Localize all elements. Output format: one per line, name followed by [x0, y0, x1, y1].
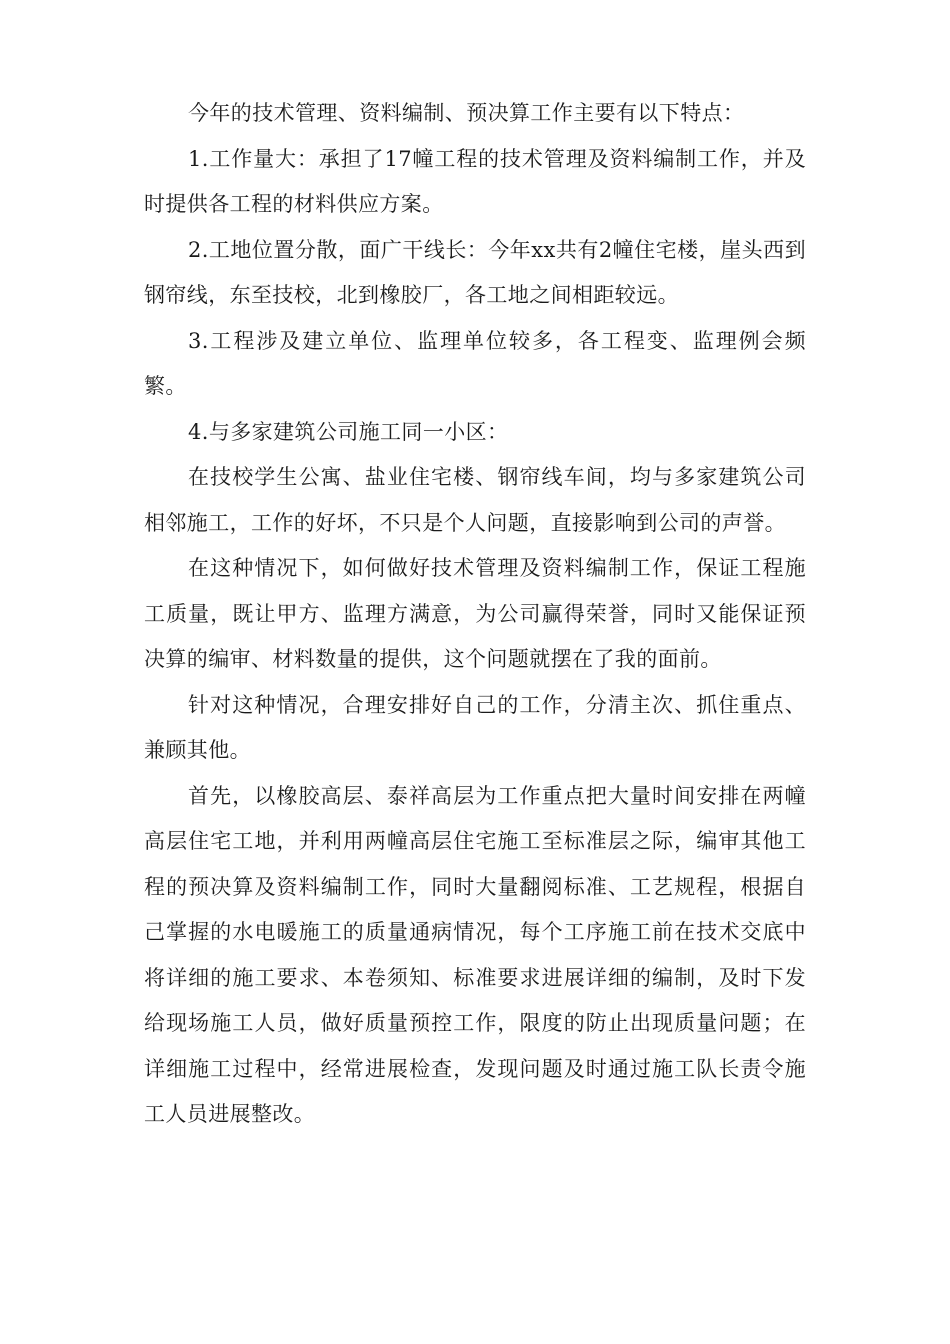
paragraph-workload: 1.工作量大：承担了17幢工程的技术管理及资料编制工作，并及时提供各工程的材料供应方案。	[144, 146, 806, 216]
document-page	[144, 91, 806, 1138]
paragraph-first-measures: 首先，以橡胶高层、泰祥高层为工作重点把大量时间安排在两幢高层住宅工地，并利用两幢高层住宅施工至标准层之际，编审其他工程的预决算及资料编制工作，同时大量翻阅标准、工艺规程，根据自己掌握的水电暖施工的质量通病情况，每个工序施工前在技术交底中将详细的施工要求、本卷须知、标准要求进展详细的编制，及时下发给现场施工人员，做好质量预控工作，限度的防止出现质量问题；在详细施工过程中，经常进展检查，发现问题及时通过施工队长责令施工人员进展整改。	[144, 783, 806, 1126]
paragraph-features-intro: 今年的技术管理、资料编制、预决算工作主要有以下特点：	[188, 101, 745, 125]
paragraph-shared-community: 4.与多家建筑公司施工同一小区：	[188, 419, 509, 444]
paragraph-site-locations: 2.工地位置分散，面广干线长：今年xx共有2幢住宅楼，崖头西到钢帘线，东至技校，北到橡胶厂，各工地之间相距较远。	[144, 237, 806, 307]
paragraph-challenge: 在这种情况下，如何做好技术管理及资料编制工作，保证工程施工质量，既让甲方、监理方满意，为公司赢得荣誉，同时又能保证预决算的编审、材料数量的提供，这个问题就摆在了我的面前。	[144, 556, 806, 671]
paragraph-neighboring-construction: 在技校学生公寓、盐业住宅楼、钢帘线车间，均与多家建筑公司相邻施工，工作的好坏，不只是个人问题，直接影响到公司的声誉。	[144, 465, 806, 535]
paragraph-priorities: 针对这种情况，合理安排好自己的工作，分清主次、抓住重点、兼顾其他。	[144, 692, 806, 762]
paragraph-supervision-units: 3.工程涉及建立单位、监理单位较多，各工程变、监理例会频繁。	[144, 328, 806, 398]
